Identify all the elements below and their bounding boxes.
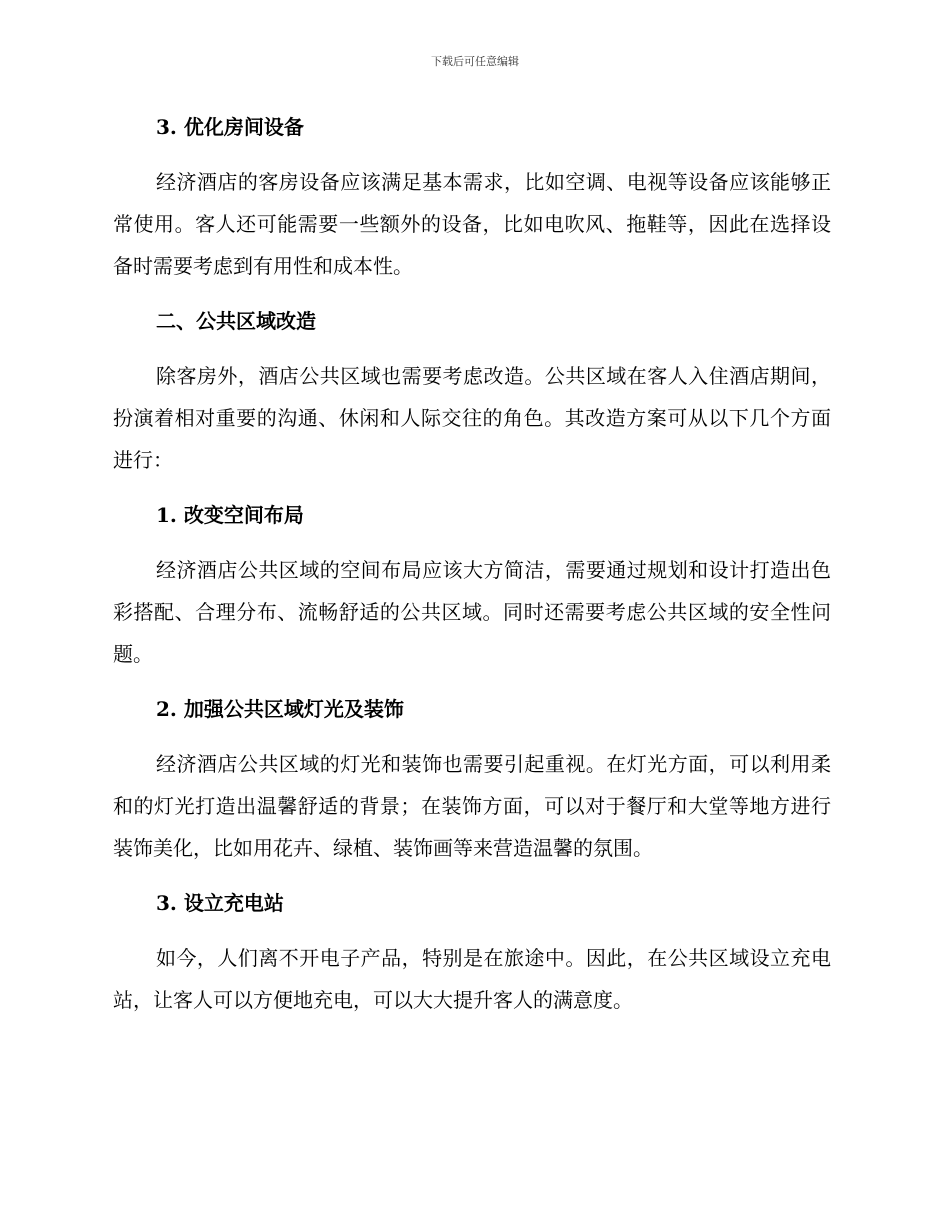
section-heading-charging-station: 3. 设立充电站 — [156, 891, 284, 915]
paragraph-charging-station: 如今，人们离不开电子产品，特别是在旅途中。因此，在公共区域设立充电站，让客人可以方便地充电，可以大大提升客人的满意度。 — [113, 946, 831, 1012]
section-heading-lighting-decoration: 2. 加强公共区域灯光及装饰 — [156, 697, 404, 721]
paragraph-room-equipment: 经济酒店的客房设备应该满足基本需求，比如空调、电视等设备应该能够正常使用。客人还可能需要一些额外的设备，比如电吹风、拖鞋等，因此在选择设备时需要考虑到有用性和成本性。 — [113, 170, 831, 278]
paragraph-lighting-decoration: 经济酒店公共区域的灯光和装饰也需要引起重视。在灯光方面，可以利用柔和的灯光打造出温馨舒适的背景；在装饰方面，可以对于餐厅和大堂等地方进行装饰美化，比如用花卉、绿植、装饰画等来营造温馨的氛围。 — [113, 752, 831, 860]
section-heading-change-space-layout: 1. 改变空间布局 — [156, 503, 304, 527]
section-heading-public-area-renovation: 二、公共区域改造 — [156, 309, 316, 333]
document-body — [113, 106, 831, 1021]
section-heading-optimize-room-equipment: 3. 优化房间设备 — [156, 115, 304, 139]
page-header: 下载后可任意编辑 — [431, 55, 519, 68]
paragraph-space-layout: 经济酒店公共区域的空间布局应该大方简洁，需要通过规划和设计打造出色彩搭配、合理分布、流畅舒适的公共区域。同时还需要考虑公共区域的安全性问题。 — [113, 558, 831, 666]
paragraph-public-area-intro: 除客房外，酒店公共区域也需要考虑改造。公共区域在客人入住酒店期间，扮演着相对重要的沟通、休闲和人际交往的角色。其改造方案可从以下几个方面进行： — [113, 364, 831, 472]
